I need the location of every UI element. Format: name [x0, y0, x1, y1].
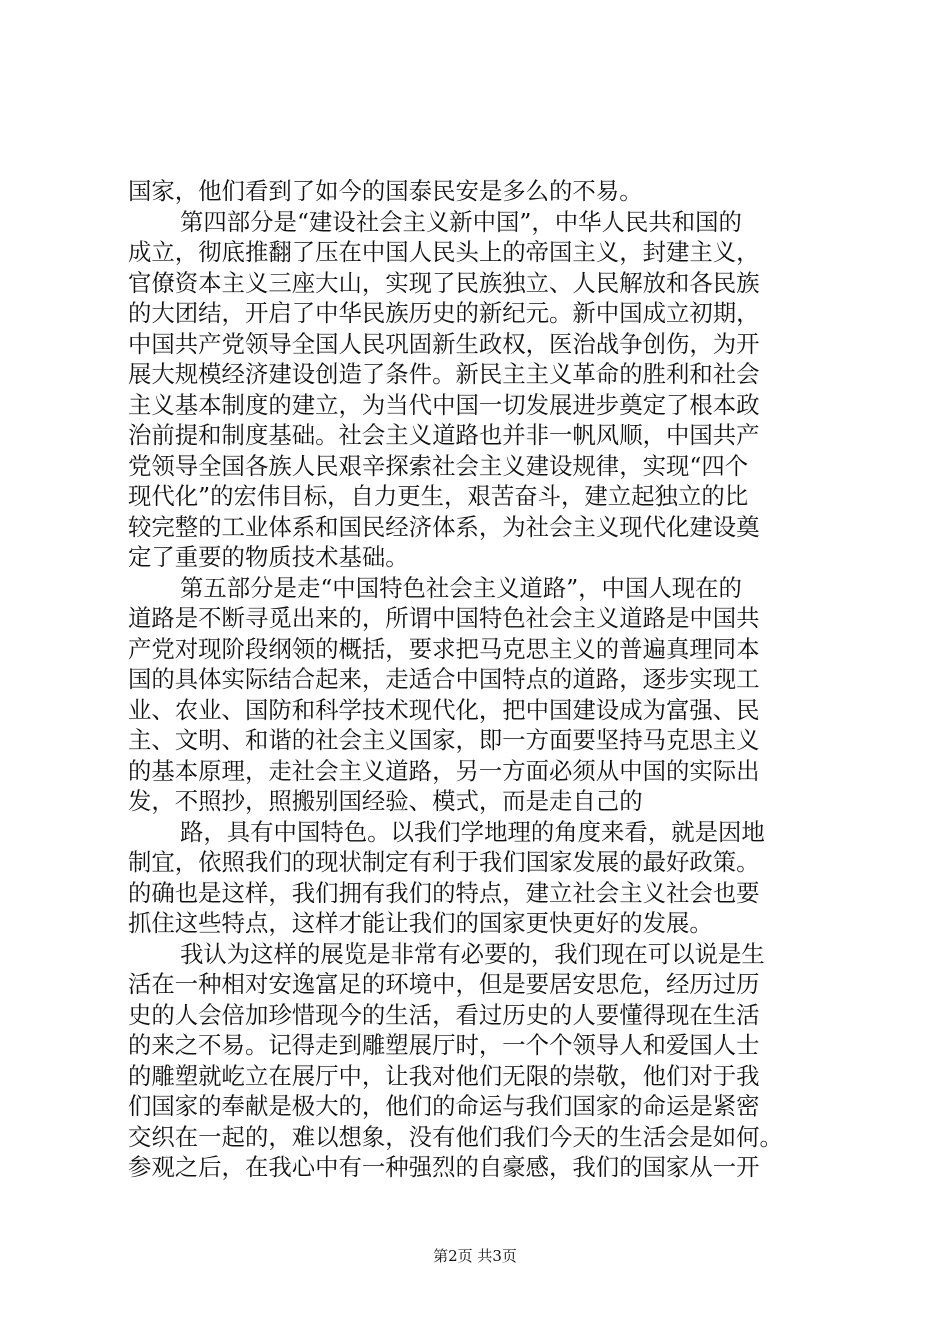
text-line: 第五部分是走“中国特色社会主义道路”，中国人现在的	[180, 573, 742, 602]
text-line: 抓住这些特点，这样才能让我们的国家更快更好的发展。	[128, 909, 713, 937]
text-line: 主、文明、和谐的社会主义国家，即一方面要坚持马克思主义	[128, 726, 760, 754]
text-line: 第四部分是“建设社会主义新中国”，中华人民共和国的	[180, 207, 742, 236]
text-line: 的雕塑就屹立在展厅中，让我对他们无限的崇敬，他们对于我	[128, 1061, 760, 1090]
text-line: 道路是不断寻觅出来的，所谓中国特色社会主义道路是中国共	[128, 604, 760, 632]
text-line: 的基本原理，走社会主义道路，另一方面必须从中国的实际出	[128, 756, 760, 785]
text-line: 交织在一起的，难以想象，没有他们我们今天的生活会是如何。	[128, 1122, 783, 1151]
text-line: 参观之后，在我心中有一种强烈的自豪感，我们的国家从一开	[128, 1153, 760, 1181]
text-line: 的大团结，开启了中华民族历史的新纪元。新中国成立初期，	[128, 299, 760, 327]
text-line: 展大规模经济建设创造了条件。新民主主义革命的胜利和社会	[128, 360, 760, 388]
text-line: 我认为这样的展览是非常有必要的，我们现在可以说是生	[180, 939, 765, 968]
text-line: 们国家的奉献是极大的，他们的命运与我们国家的命运是紧密	[128, 1092, 760, 1120]
text-line: 现代化”的宏伟目标，自力更生，艰苦奋斗，建立起独立的比	[128, 482, 749, 510]
text-line: 路，具有中国特色。以我们学地理的角度来看，就是因地	[180, 817, 765, 846]
text-line: 产党对现阶段纲领的概括，要求把马克思主义的普遍真理同本	[128, 634, 760, 663]
text-line: 活在一种相对安逸富足的环境中，但是要居安思危，经历过历	[128, 970, 760, 998]
text-line: 史的人会倍加珍惜现今的生活，看过历史的人要懂得现在生活	[128, 1000, 760, 1029]
text-line: 国家，他们看到了如今的国泰民安是多么的不易。	[128, 177, 643, 205]
text-line: 官僚资本主义三座大山，实现了民族独立、人民解放和各民族	[128, 268, 760, 297]
text-line: 中国共产党领导全国人民巩固新生政权，医治战争创伤，为开	[128, 329, 760, 358]
document-body	[128, 176, 828, 1183]
text-line: 业、农业、国防和科学技术现代化，把中国建设成为富强、民	[128, 695, 760, 724]
text-line: 较完整的工业体系和国民经济体系，为社会主义现代化建设奠	[128, 512, 760, 541]
page-footer: 第2页 共3页	[433, 1247, 517, 1265]
text-line: 制宜，依照我们的现状制定有利于我们国家发展的最好政策。	[128, 848, 760, 876]
text-line: 成立，彻底推翻了压在中国人民头上的帝国主义，封建主义，	[128, 238, 760, 266]
text-line: 主义基本制度的建立，为当代中国一切发展进步奠定了根本政	[128, 390, 760, 419]
text-line: 的确也是这样，我们拥有我们的特点，建立社会主义社会也要	[128, 878, 760, 907]
text-line: 党领导全国各族人民艰辛探索社会主义建设规律，实现“四个	[128, 451, 749, 480]
text-line: 的来之不易。记得走到雕塑展厅时，一个个领导人和爱国人士	[128, 1031, 760, 1059]
text-line: 国的具体实际结合起来，走适合中国特点的道路，逐步实现工	[128, 665, 760, 693]
text-line: 治前提和制度基础。社会主义道路也并非一帆风顺，中国共产	[128, 421, 760, 449]
text-line: 发，不照抄，照搬别国经验、模式，而是走自己的	[128, 787, 643, 815]
text-line: 定了重要的物质技术基础。	[128, 543, 409, 571]
